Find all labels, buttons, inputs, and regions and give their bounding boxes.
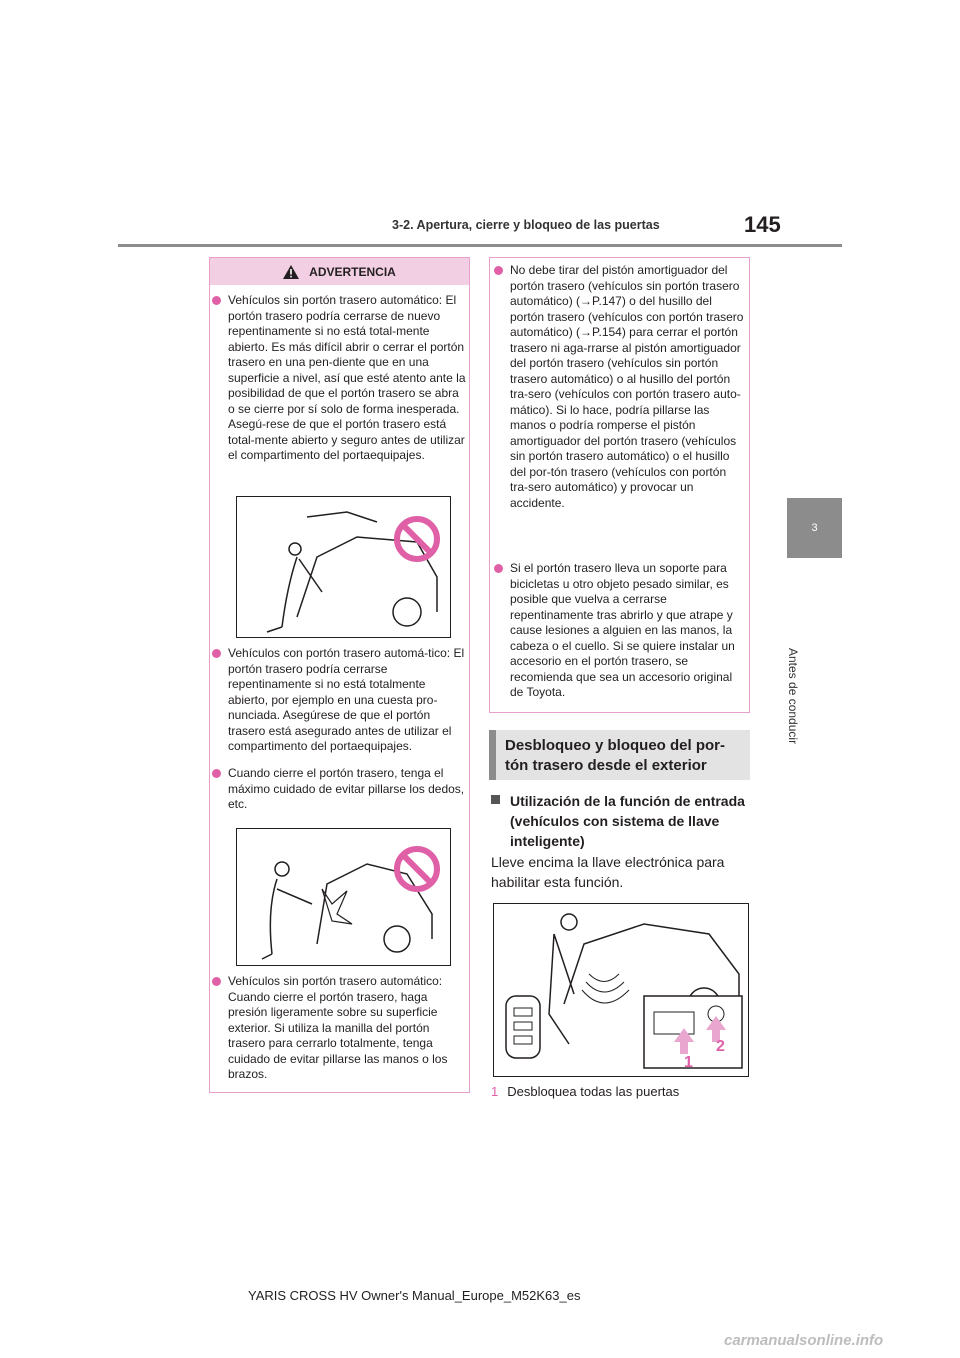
bullet-icon xyxy=(212,769,221,778)
warning-item: Vehículos sin portón trasero automático: El portón trasero podría cerrarse de nuevo repentinamente si no está total-mente abierto. Es más difícil abrir o cerrar el portón trasero en una pen-diente que en una superficie a nivel, así que esté atento ante la posibilidad de que el portón trasero se abra o se cierre por sí solo de forma inesperada. Asegú-rese de que el portón trasero está total-mente abierto y seguro antes de utilizar el compartimento del portaequipajes. xyxy=(228,293,466,464)
bullet-icon xyxy=(212,296,221,305)
section-title: 3-2. Apertura, cierre y bloqueo de las puertas xyxy=(392,218,660,232)
warning-item: Si el portón trasero lleva un soporte para bicicletas u otro objeto pesado similar, es posible que vuelva a cerrarse repentinamente tras abrirlo y que atrape y cause lesiones a alguien en las manos, la cabeza o el cuello. Si se quiere instalar un accesorio en el portón trasero, se recomienda que sea un accesorio original de Toyota. xyxy=(510,561,746,701)
bullet-icon xyxy=(212,649,221,658)
section-heading xyxy=(489,730,750,780)
warning-box-left xyxy=(209,257,470,1093)
warning-item: Vehículos sin portón trasero automático: Cuando cierre el portón trasero, haga presión ligeramente sobre su superficie exterior. Si utiliza la manilla del portón trasero para cerrarlo totalmente, tenga cuidado de evitar pillarse las manos o los brazos. xyxy=(228,974,466,1083)
chapter-number: 3 xyxy=(811,522,818,534)
illustration-tailgate-slope xyxy=(236,496,451,638)
warning-header xyxy=(210,258,469,285)
warning-item: Vehículos con portón trasero automá-tico: El portón trasero podría cerrarse repentinamente si no está totalmente abierto, por ejemplo en una cuesta pro-nunciada. Asegúrese de que el portón trasero está asegurado antes de utilizar el compartimento del portaequipajes. xyxy=(228,646,466,755)
illustration-finger-pinch xyxy=(236,828,451,966)
header-divider xyxy=(118,244,842,247)
section-heading-text: Desbloqueo y bloqueo del por-tón trasero desde el exterior xyxy=(505,737,726,774)
bullet-icon xyxy=(494,564,503,573)
square-bullet-icon xyxy=(491,795,500,804)
smart-entry-figure-icon xyxy=(494,904,748,1076)
section-heading-bar xyxy=(489,730,496,780)
footer-manual-name: YARIS CROSS HV Owner's Manual_Europe_M52K63_es xyxy=(248,1288,581,1303)
step-number: 1 xyxy=(491,1084,499,1099)
chapter-title: Antes de conducir xyxy=(786,648,800,745)
watermark-site: carmanualsonline.info xyxy=(724,1332,884,1349)
chapter-title-vertical xyxy=(780,530,850,745)
warning-item: Cuando cierre el portón trasero, tenga el máximo cuidado de evitar pillarse los dedos, etc. xyxy=(228,766,466,813)
subheading xyxy=(491,791,753,851)
figure-label-1: 1 xyxy=(684,1054,693,1071)
warning-heading: ADVERTENCIA xyxy=(309,264,396,279)
step-text: Desbloquea todas las puertas xyxy=(507,1084,680,1099)
figure-label-2: 2 xyxy=(716,1038,725,1055)
bullet-icon xyxy=(494,266,503,275)
page-number: 145 xyxy=(744,212,781,237)
step-item xyxy=(491,1084,679,1099)
bullet-icon xyxy=(212,977,221,986)
tailgate-closing-icon xyxy=(237,497,450,637)
warning-triangle-icon xyxy=(283,265,299,279)
finger-pinch-icon xyxy=(237,829,450,965)
body-paragraph: Lleve encima la llave electrónica para habilitar esta función. xyxy=(491,854,725,890)
warning-box-right xyxy=(489,257,750,713)
subheading-text: Utilización de la función de entrada (vehículos con sistema de llave inteligente) xyxy=(510,793,745,849)
illustration-smart-entry xyxy=(493,903,749,1077)
warning-item: No debe tirar del pistón amortiguador del portón trasero (vehículos sin portón trasero automático) (→P.147) o del husillo del portón trasero (vehículos con portón trasero automático) (→P.154) para cerrar el portón trasero ni aga-rrarse al pistón amortiguador del portón trasero (vehículos sin portón trasero automático) o al husillo del portón tra-sero (vehículos con portón trasero auto-mático). Si lo hace, podría pillarse las manos o podría romperse el pistón amortiguador del portón trasero (vehículos sin portón trasero automático) o el husillo del por-tón trasero (vehículos con portón tra-sero automático) y provocar un accidente. xyxy=(510,263,746,511)
